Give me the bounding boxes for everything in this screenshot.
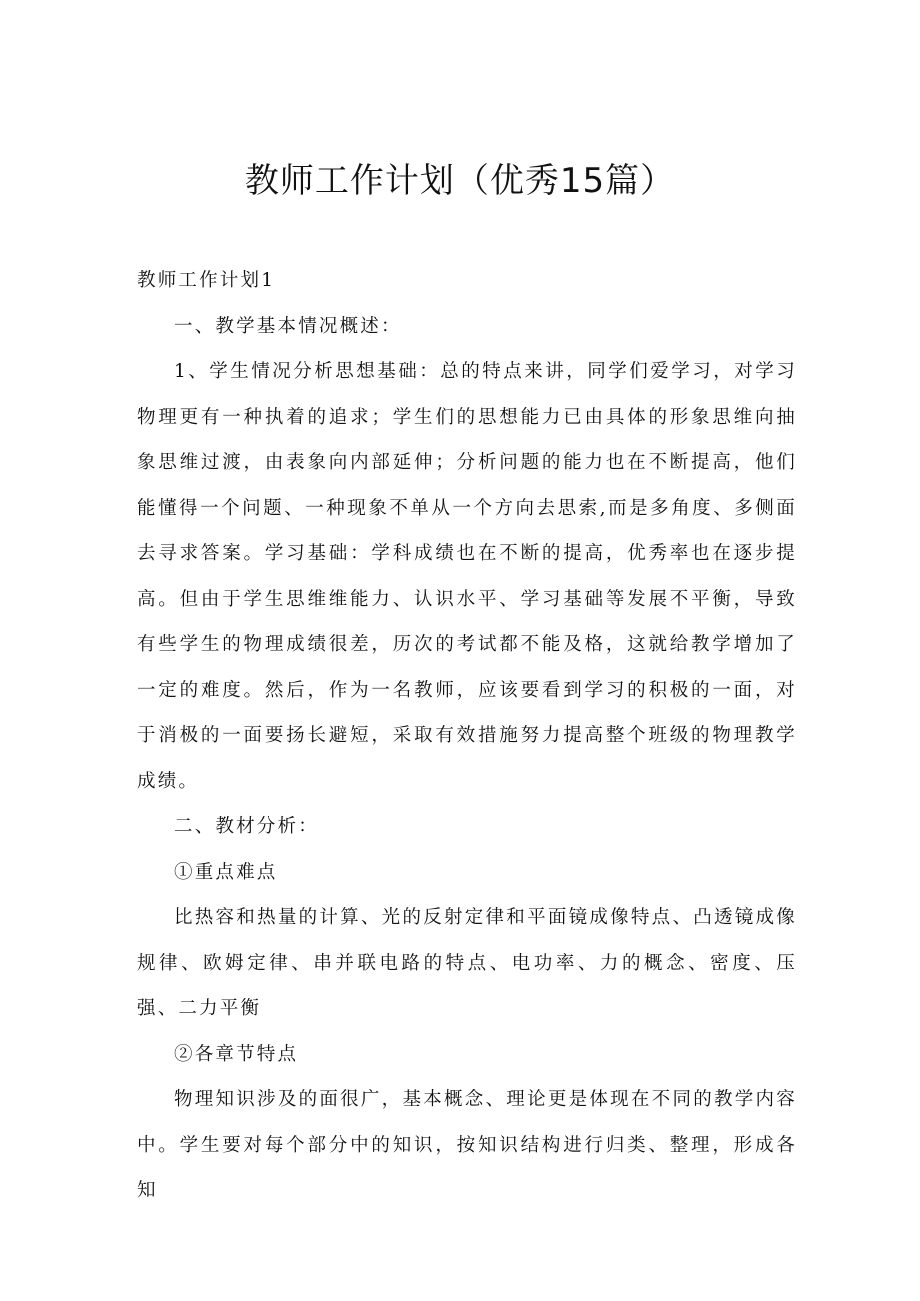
paragraph-overview-heading: 一、教学基本情况概述： (174, 315, 402, 337)
paragraph-student-analysis: 1、学生情况分析思想基础：总的特点来讲，同学们爱学习，对学习物理更有一种执着的追求；学生们的思想能力已由具体的形象思维向抽象思维过渡，由表象向内部延伸；分析问题的能力也在不断提高，他们能懂得一个问题、一种现象不单从一个方向去思索,而是多角度、多侧面去寻求答案。学习基础：学科成绩也在不断的提高，优秀率也在逐步提高。但由于学生思维维能力、认识水平、学习基础等发展不平衡，导致有些学生的物理成绩很差，历次的考试都不能及格，这就给教学增加了一定的难度。然后，作为一名教师，应该要看到学习的积极的一面，对于消极的一面要扬长避短，采取有效措施努力提高整个班级的物理教学成绩。 (137, 361, 797, 792)
document-body (137, 258, 797, 1214)
document-title: 教师工作计划（优秀15篇） (244, 161, 676, 201)
paragraph-key-points: 比热容和热量的计算、光的反射定律和平面镜成像特点、凸透镜成像规律、欧姆定律、串并联电路的特点、电功率、力的概念、密度、压强、二力平衡 (137, 907, 797, 1019)
paragraph-chapter-features-heading: ②各章节特点 (174, 1043, 299, 1065)
section-heading: 教师工作计划1 (137, 270, 276, 291)
paragraph-key-points-heading: ①重点难点 (174, 861, 278, 883)
paragraph-chapter-features: 物理知识涉及的面很广，基本概念、理论更是体现在不同的教学内容中。学生要对每个部分中的知识，按知识结构进行归类、整理，形成各知 (137, 1089, 797, 1201)
paragraph-textbook-heading: 二、教材分析： (174, 816, 319, 837)
